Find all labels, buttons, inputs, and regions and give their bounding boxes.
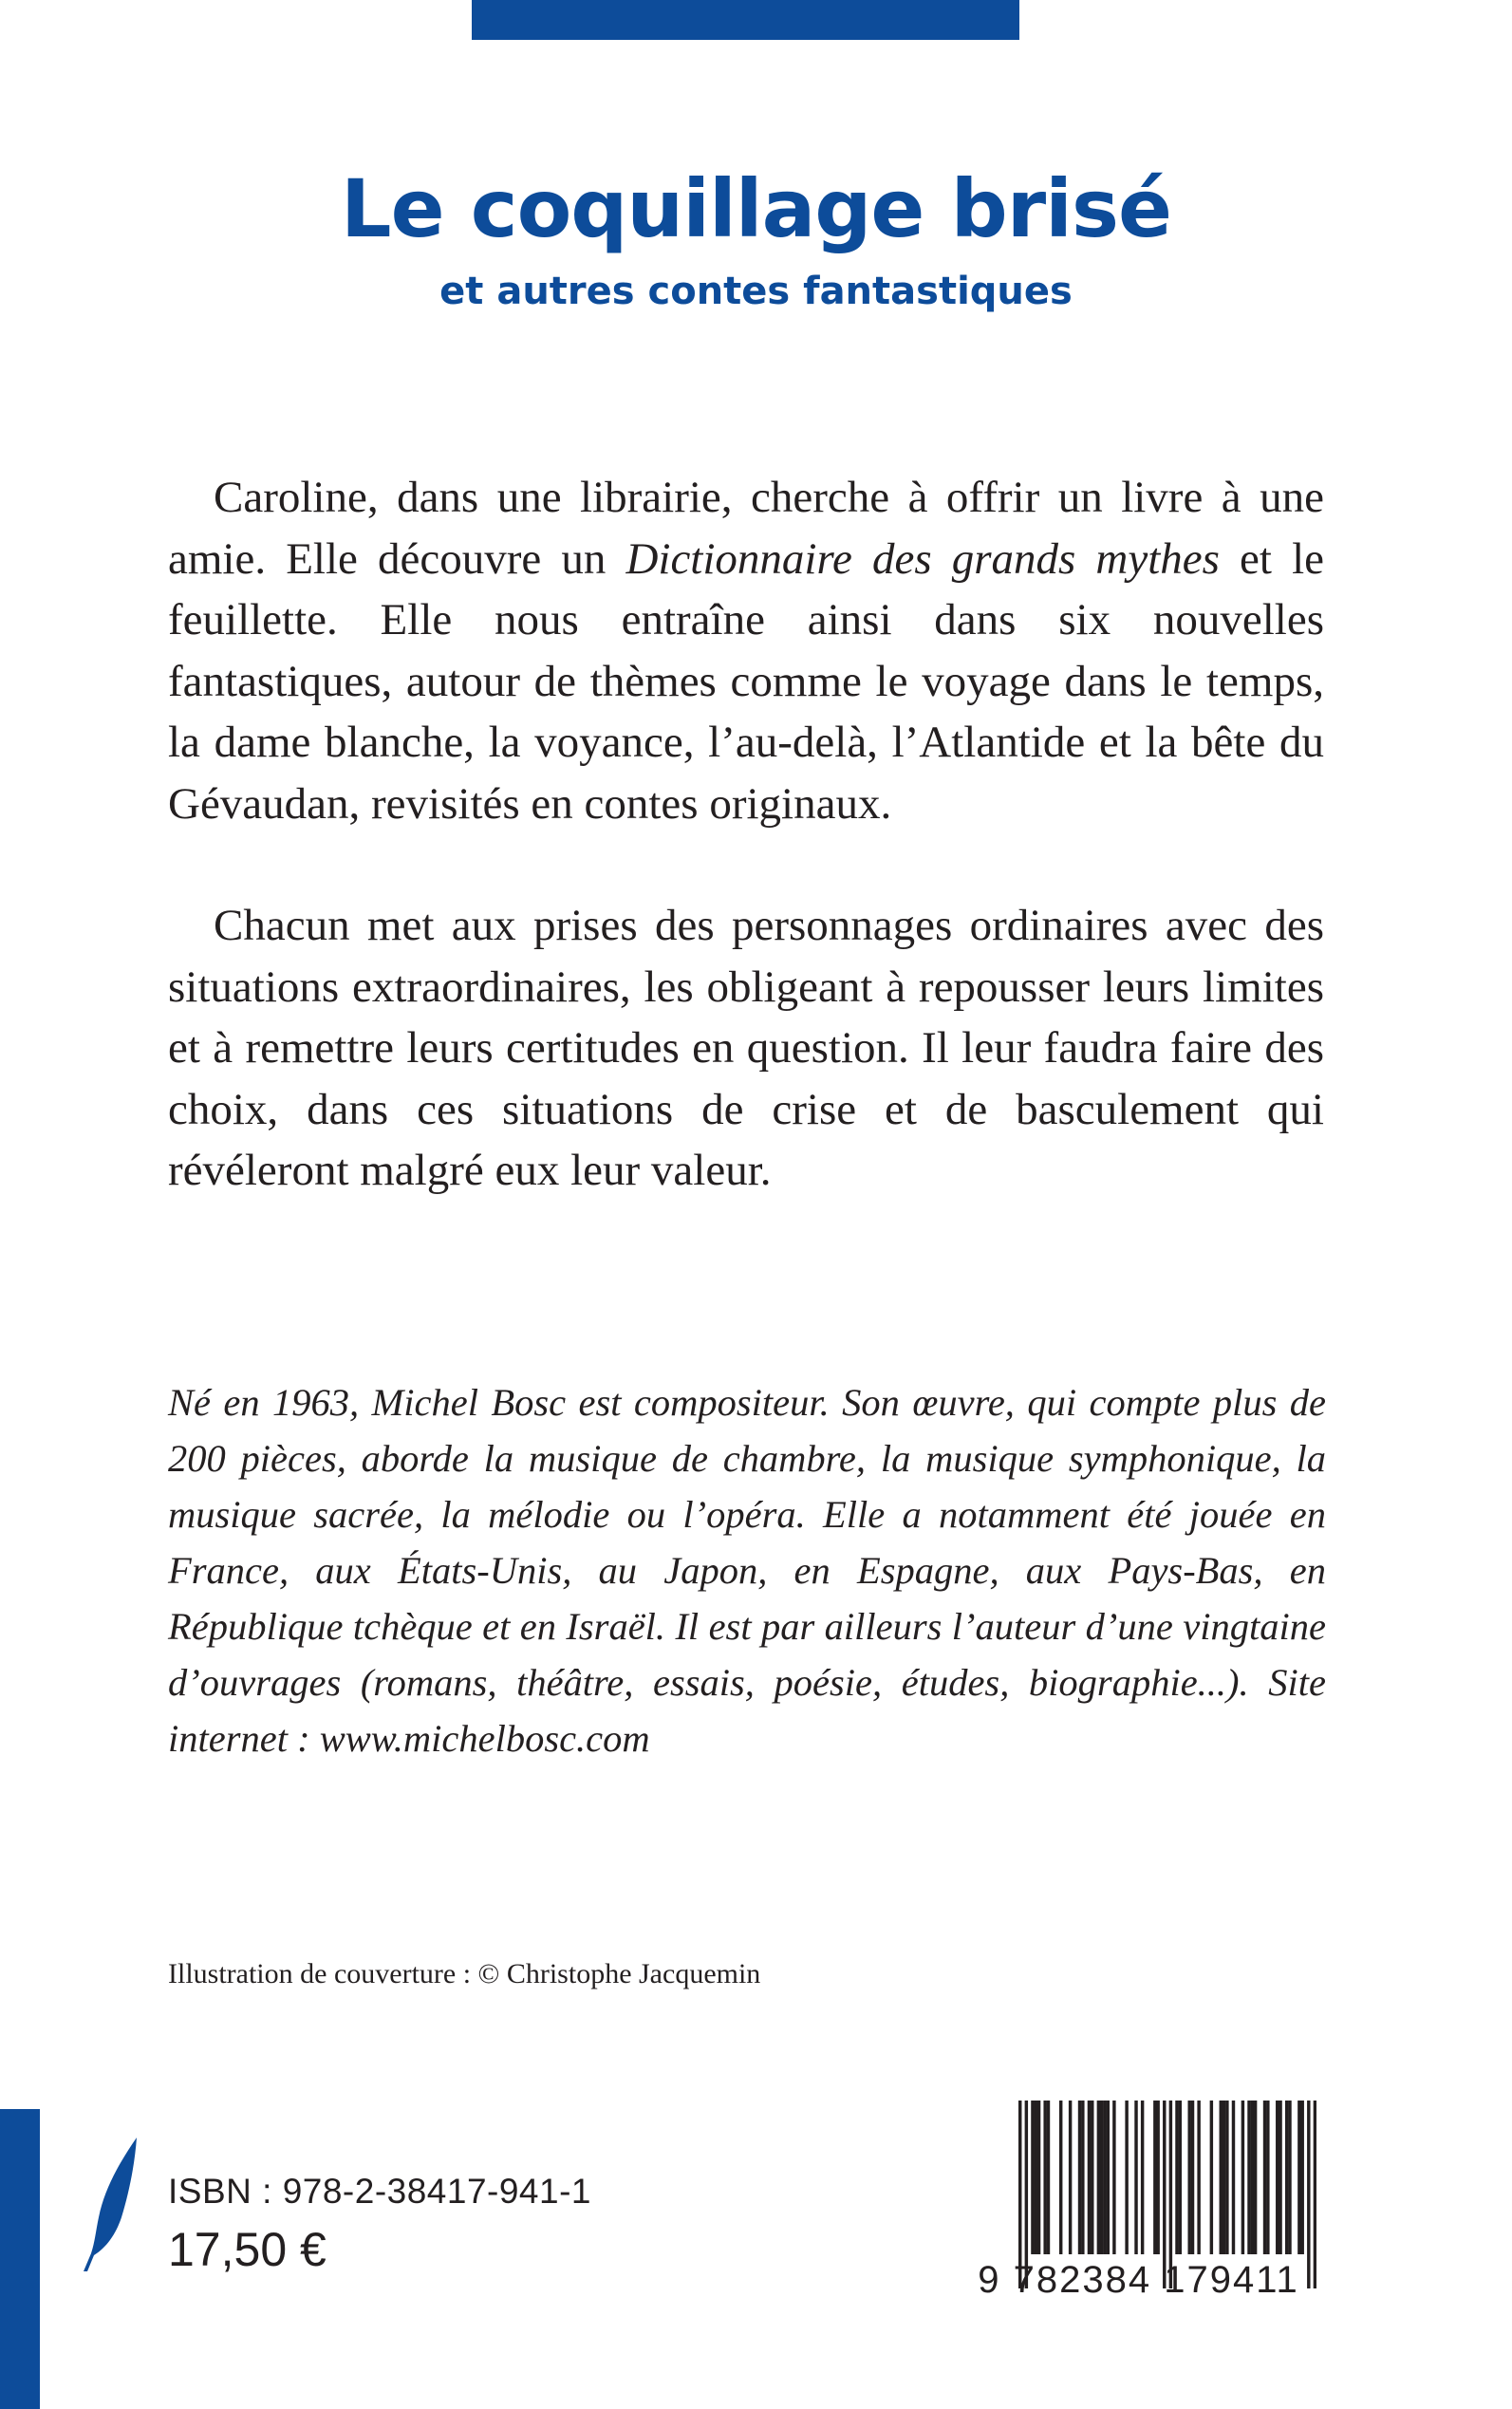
barcode-bar bbox=[1288, 2101, 1291, 2254]
barcode-bar bbox=[1220, 2101, 1223, 2254]
side-color-band bbox=[0, 2109, 40, 2409]
summary-paragraph-2: Chacun met aux prises des personnages ordinaires avec des situations extraordinaires, les obligeant à repousser leurs limites et à remettre leurs certitudes en question. Il leur faudra faire des choix, dans ces situations de crise et de basculement qui révéleront malgré eux leur valeur. bbox=[168, 901, 1324, 1195]
barcode-bar bbox=[1175, 2101, 1178, 2254]
barcode-bar bbox=[1276, 2101, 1279, 2254]
barcode-bar bbox=[1225, 2101, 1228, 2254]
barcode-bar bbox=[1300, 2101, 1303, 2254]
barcode-bar bbox=[1112, 2101, 1115, 2254]
book-subtitle: et autres contes fantastiques bbox=[439, 270, 1073, 313]
barcode-bar bbox=[1100, 2101, 1103, 2254]
barcode-bar bbox=[1156, 2101, 1159, 2254]
barcode-bar bbox=[1251, 2101, 1254, 2254]
barcode-bar bbox=[1279, 2101, 1281, 2254]
barcode-bar bbox=[1069, 2101, 1072, 2254]
barcode-bar bbox=[1141, 2101, 1144, 2254]
barcode-bar bbox=[1241, 2101, 1244, 2254]
price: 17,50 € bbox=[168, 2223, 327, 2276]
barcode-bar bbox=[1107, 2101, 1110, 2254]
summary-text: et le feuillette. Elle nous entraîne ainsi dans six nouvelles fantastiques, autour de thèmes comme le voyage dans le temps, la dame blanche, la voyance, l’au-delà, l’Atlantide et la bête du Gévaudan, revisités en contes originaux. bbox=[168, 533, 1325, 829]
illustration-credit: Illustration de couverture : © Christophe Jacquemin bbox=[168, 1958, 761, 1989]
quill-icon bbox=[78, 2136, 140, 2273]
book-title: Le coquillage brisé bbox=[341, 162, 1171, 255]
barcode-bar bbox=[1191, 2101, 1194, 2254]
barcode-bar bbox=[1254, 2101, 1257, 2254]
barcode-bar bbox=[1134, 2101, 1137, 2254]
barcode-bar bbox=[1125, 2101, 1128, 2254]
barcode-bar bbox=[1047, 2101, 1050, 2254]
barcode bbox=[954, 2101, 1323, 2302]
summary-text: Caroline, dans une librairie, cherche à offrir un livre à une amie. Elle découvre un bbox=[168, 473, 1324, 584]
barcode-bar bbox=[1035, 2101, 1037, 2254]
barcode-bar bbox=[1285, 2101, 1288, 2254]
barcode-bar bbox=[1153, 2101, 1156, 2254]
barcode-bar bbox=[1059, 2101, 1062, 2254]
barcode-digits: 9 782384 179411 bbox=[978, 2259, 1299, 2301]
barcode-bar bbox=[1210, 2101, 1213, 2254]
barcode-bar bbox=[1297, 2101, 1300, 2254]
barcode-bar bbox=[1232, 2101, 1235, 2254]
barcode-bar bbox=[1197, 2101, 1200, 2254]
barcode-bar bbox=[1263, 2101, 1266, 2254]
barcode-bar bbox=[1088, 2101, 1091, 2254]
barcode-bar bbox=[1266, 2101, 1269, 2254]
barcode-bar bbox=[1081, 2101, 1084, 2254]
barcode-bar bbox=[1223, 2101, 1225, 2254]
isbn: ISBN : 978-2-38417-941-1 bbox=[168, 2172, 591, 2211]
summary-book-reference: Dictionnaire des grands mythes bbox=[625, 533, 1220, 584]
barcode-bar bbox=[1037, 2101, 1040, 2254]
barcode-bar bbox=[1103, 2101, 1106, 2254]
barcode-bar bbox=[1078, 2101, 1081, 2254]
barcode-bar bbox=[1179, 2101, 1182, 2254]
author-bio: Né en 1963, Michel Bosc est compositeur. Son œuvre, qui compte plus de 200 pièces, aborde la musique de chambre, la musique symphonique, la musique sacrée, la mélodie ou l’opéra. Elle a notamment été jouée en France, aux États-Unis, au Japon, en Espagne, aux Pays-Bas, en République tchèque et en Israël. Il est par ailleurs l’auteur d’une vingtaine d’ouvrages (romans, théâtre, essais, poésie, études, biographie...). Site internet : www.michelbosc.com bbox=[168, 1381, 1326, 1760]
barcode-bar bbox=[1031, 2101, 1034, 2254]
summary-paragraph-1 bbox=[168, 467, 1324, 834]
top-color-band bbox=[472, 0, 1019, 40]
barcode-bar bbox=[1043, 2101, 1046, 2254]
barcode-bar bbox=[1187, 2101, 1190, 2254]
barcode-bar bbox=[1091, 2101, 1093, 2254]
barcode-bar bbox=[1247, 2101, 1250, 2254]
barcode-bar bbox=[1097, 2101, 1100, 2254]
